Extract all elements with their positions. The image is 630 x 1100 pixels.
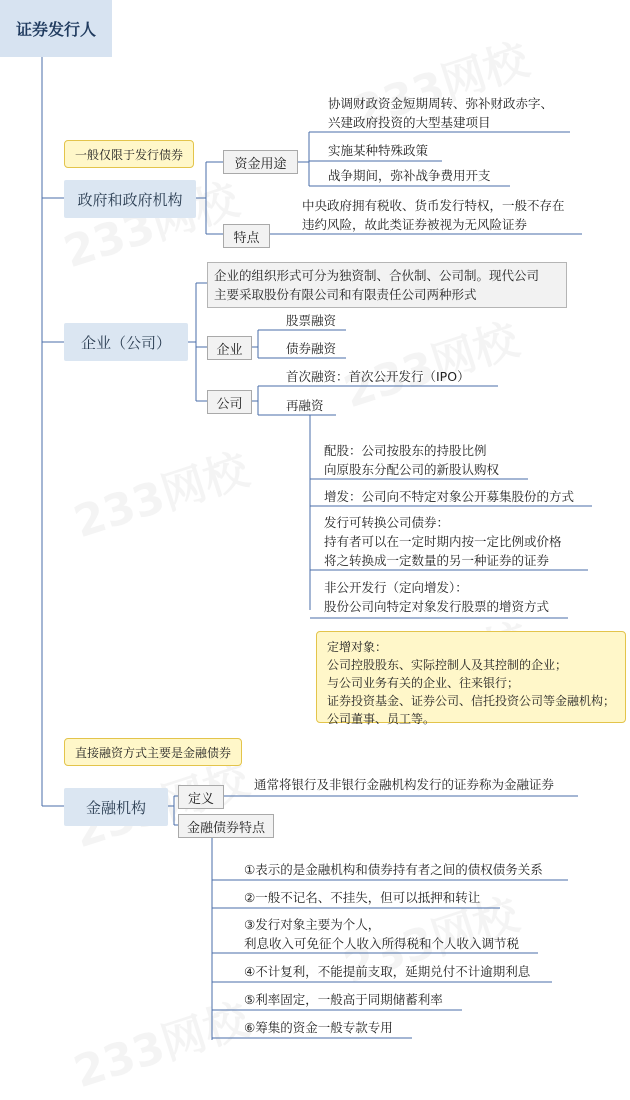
fin-feature-4: ④不计复利，不能提前支取，延期兑付不计逾期利息	[244, 964, 531, 979]
refi-item-convertible: 发行可转换公司债券： 持有者可以在一定时期内按一定比例或价格 将之转换成一定数量的另一种证券的证券	[324, 515, 562, 568]
corp-intro: 企业的组织形式可分为独资制、合伙制、公司制。现代公司 主要采取股份有限公司和有限责任公司两种形式	[207, 262, 567, 308]
gov-use-2: 实施某种特殊政策	[328, 143, 429, 158]
gov-node[interactable]	[64, 180, 196, 218]
root-node[interactable]	[0, 0, 112, 57]
corp-enterprise-node[interactable]: 企业	[207, 336, 252, 360]
fin-feature-1: ①表示的是金融机构和债券持有者之间的债权债务关系	[244, 862, 543, 877]
fin-bond-feature-node[interactable]: 金融债券特点	[178, 814, 274, 838]
gov-feature-text: 中央政府拥有税收、货币发行特权，一般不存在 违约风险，故此类证券被视为无风险证券	[302, 198, 565, 232]
gov-use-1: 协调财政资金短期周转、弥补财政赤字、 兴建政府投资的大型基建项目	[328, 96, 554, 130]
corp-label: 企业（公司）	[80, 333, 171, 352]
refi-item-follow-on: 增发：公司向不特定对象公开募集股份的方式	[324, 489, 575, 504]
corp-enterprise-bond: 债券融资	[286, 341, 337, 356]
gov-feature-node[interactable]: 特点	[223, 224, 270, 248]
fin-feature-6: ⑥筹集的资金一般专款专用	[244, 1020, 393, 1035]
fin-definition-text: 通常将银行及非银行金融机构发行的证券称为金融证券	[254, 777, 555, 792]
refi-item-private-placement: 非公开发行（定向增发）： 股份公司向特定对象发行股票的增资方式	[324, 580, 550, 614]
refi-item-rights-issue: 配股：公司按股东的持股比例 向原股东分配公司的新股认购权	[324, 443, 500, 477]
corp-company-node[interactable]: 公司	[207, 390, 252, 414]
gov-label: 政府和政府机构	[77, 190, 183, 209]
root-label: 证券发行人	[15, 20, 96, 39]
gov-use-3: 战争期间，弥补战争费用开支	[328, 168, 491, 183]
fin-label: 金融机构	[85, 798, 146, 817]
fin-feature-3: ③发行对象主要为个人， 利息收入可免征个人收入所得税和个人收入调节税	[244, 917, 520, 951]
corp-node[interactable]	[64, 323, 188, 361]
fin-node[interactable]	[64, 788, 168, 826]
corp-enterprise-stock: 股票融资	[286, 313, 337, 328]
fin-feature-2: ②一般不记名、不挂失，但可以抵押和转让	[244, 890, 481, 905]
fin-definition-node[interactable]: 定义	[178, 785, 224, 809]
fin-feature-5: ⑤利率固定，一般高于同期储蓄利率	[244, 992, 443, 1007]
gov-fund-use-node[interactable]: 资金用途	[223, 150, 298, 174]
corp-ipo: 首次融资：首次公开发行（IPO）	[286, 369, 470, 384]
corp-refinancing: 再融资	[286, 398, 324, 413]
placement-target-note: 定增对象： 公司控股股东、实际控制人及其控制的企业； 与公司业务有关的企业、往来银行； 证券投资基金、证券公司、信托投资公司等金融机构； 公司董事、员工等。	[316, 631, 626, 723]
gov-note: 一般仅限于发行债券	[64, 140, 194, 168]
fin-note: 直接融资方式主要是金融债券	[64, 738, 242, 766]
